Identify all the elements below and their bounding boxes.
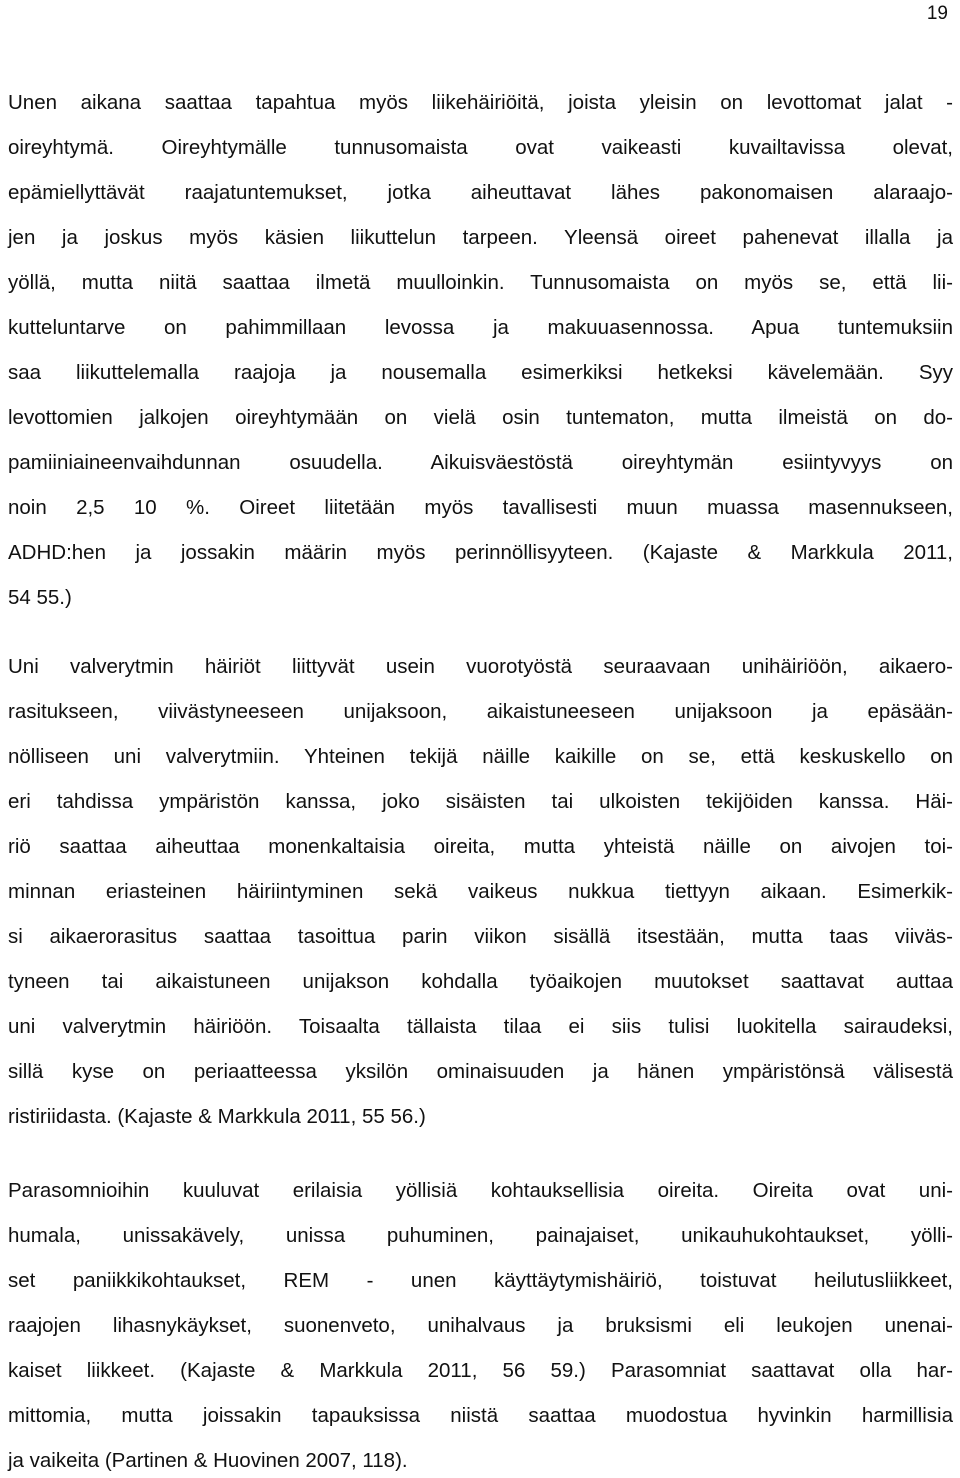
text-line: ADHD:hen ja jossakin määrin myös perinnöllisyyteen. (Kajaste & Markkula 2011, — [8, 541, 953, 564]
text-line: yöllä, mutta niitä saattaa ilmetä muulloinkin. Tunnusomaista on myös se, että lii- — [8, 271, 953, 294]
text-line: 54 55.) — [8, 586, 72, 609]
text-line: humala, unissakävely, unissa puhuminen, painajaiset, unikauhukohtaukset, yölli- — [8, 1224, 953, 1247]
text-line: ja vaikeita (Partinen & Huovinen 2007, 118). — [8, 1449, 408, 1472]
text-line: oireyhtymä. Oireyhtymälle tunnusomaista ovat vaikeasti kuvailtavissa olevat, — [8, 136, 953, 159]
text-line: Unen aikana saattaa tapahtua myös liikehäiriöitä, joista yleisin on levottomat jalat - — [8, 91, 953, 114]
text-line: nölliseen uni valverytmiin. Yhteinen tekijä näille kaikille on se, että keskuskello on — [8, 745, 953, 768]
text-line: kutteluntarve on pahimmillaan levossa ja makuuasennossa. Apua tuntemuksiin — [8, 316, 953, 339]
text-line: riö saattaa aiheuttaa monenkaltaisia oireita, mutta yhteistä näille on aivojen toi- — [8, 835, 953, 858]
text-line: ristiriidasta. (Kajaste & Markkula 2011, 55 56.) — [8, 1105, 426, 1128]
text-line: saa liikuttelemalla raajoja ja nousemalla esimerkiksi hetkeksi kävelemään. Syy — [8, 361, 953, 384]
text-line: sillä kyse on periaatteessa yksilön ominaisuuden ja hänen ympäristönsä välisestä — [8, 1060, 953, 1083]
text-line: noin 2,5 10 %. Oireet liitetään myös tavallisesti muun muassa masennukseen, — [8, 496, 953, 519]
text-line: jen ja joskus myös käsien liikuttelun tarpeen. Yleensä oireet pahenevat illalla ja — [8, 226, 953, 249]
text-line: tyneen tai aikaistuneen unijakson kohdalla työaikojen muutokset saattavat auttaa — [8, 970, 953, 993]
text-line: epämiellyttävät raajatuntemukset, jotka aiheuttavat lähes pakonomaisen alaraajo- — [8, 181, 953, 204]
text-line: set paniikkikohtaukset, REM - unen käyttäytymishäiriö, toistuvat heilutusliikkeet, — [8, 1269, 953, 1292]
text-line: Parasomnioihin kuuluvat erilaisia yöllisiä kohtauksellisia oireita. Oireita ovat uni- — [8, 1179, 953, 1202]
text-line: kaiset liikkeet. (Kajaste & Markkula 2011, 56 59.) Parasomniat saattavat olla har- — [8, 1359, 953, 1382]
text-line: si aikaerorasitus saattaa tasoittua parin viikon sisällä itsestään, mutta taas viiväs- — [8, 925, 953, 948]
text-line: pamiiniaineenvaihdunnan osuudella. Aikuisväestöstä oireyhtymän esiintyvyys on — [8, 451, 953, 474]
text-line: uni valverytmin häiriöön. Toisaalta tällaista tilaa ei siis tulisi luokitella sairaudeksi, — [8, 1015, 953, 1038]
text-line: eri tahdissa ympäristön kanssa, joko sisäisten tai ulkoisten tekijöiden kanssa. Häi- — [8, 790, 953, 813]
page-number: 19 — [926, 3, 948, 24]
text-line: Uni valverytmin häiriöt liittyvät usein vuorotyöstä seuraavaan unihäiriöön, aikaero- — [8, 655, 953, 678]
text-line: raajojen lihasnykäykset, suonenveto, unihalvaus ja bruksismi eli leukojen unenai- — [8, 1314, 953, 1337]
text-line: rasitukseen, viivästyneeseen unijaksoon, aikaistuneeseen unijaksoon ja epäsään- — [8, 700, 953, 723]
text-line: levottomien jalkojen oireyhtymään on vielä osin tuntematon, mutta ilmeistä on do- — [8, 406, 953, 429]
text-line: mittomia, mutta joissakin tapauksissa niistä saattaa muodostua hyvinkin harmillisia — [8, 1404, 953, 1427]
text-line: minnan eriasteinen häiriintyminen sekä vaikeus nukkua tiettyyn aikaan. Esimerkik- — [8, 880, 953, 903]
